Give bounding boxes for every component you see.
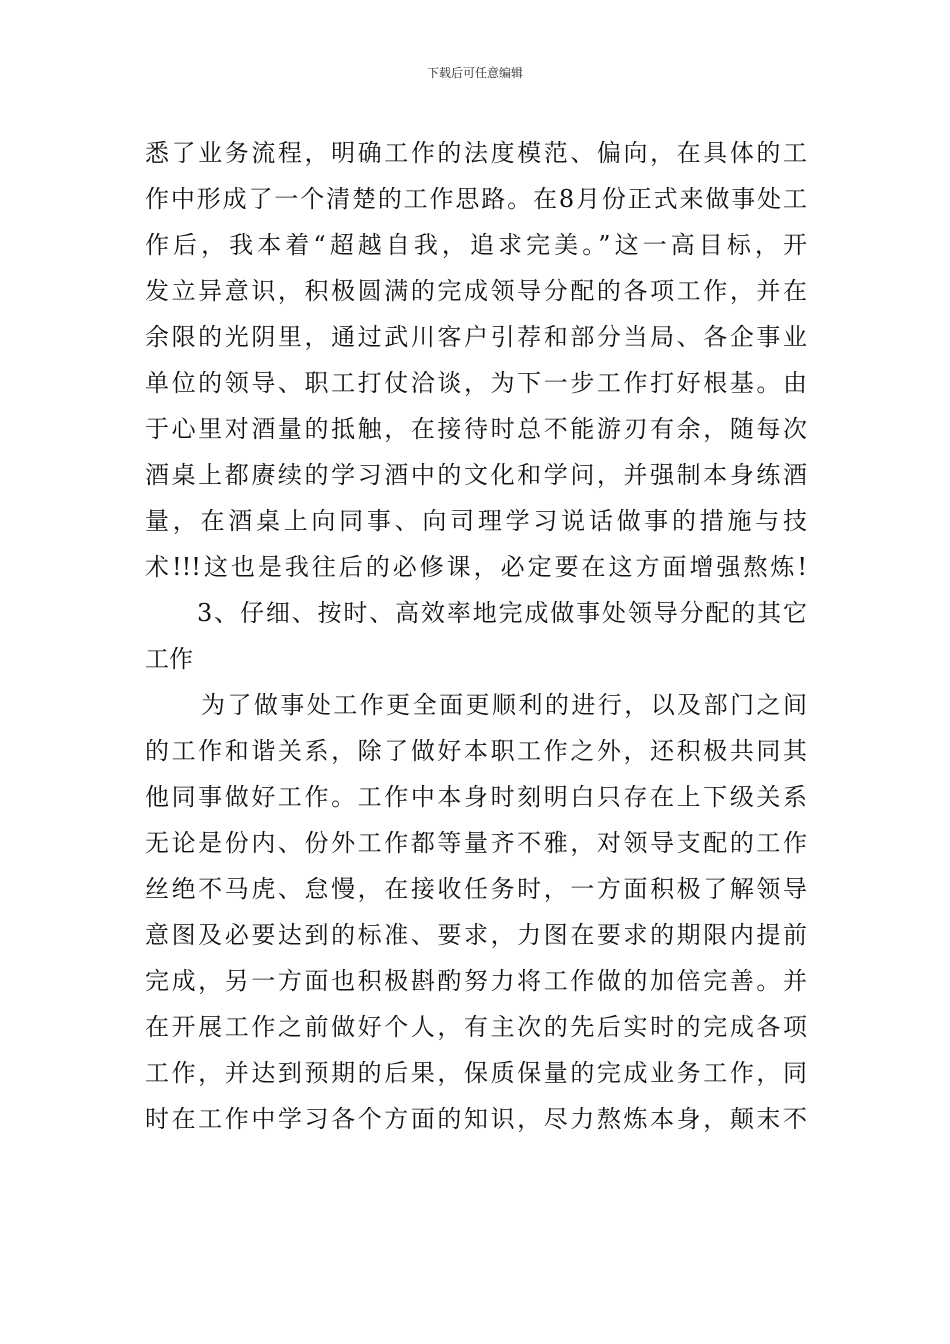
text-line: 他同事做好工作。工作中本身时刻明白只存在上下级关系 xyxy=(145,783,807,811)
text-line: 作中形成了一个清楚的工作思路。在8月份正式来做事处工 xyxy=(145,185,807,213)
text-line: 意图及必要达到的标准、要求，力图在要求的期限内提前 xyxy=(145,921,807,949)
text-line: 丝绝不马虎、怠慢，在接收任务时，一方面积极了解领导 xyxy=(145,875,807,903)
text-line: 于心里对酒量的抵触，在接待时总不能游刃有余，随每次 xyxy=(145,415,807,443)
text-line: 工作，并达到预期的后果，保质保量的完成业务工作，同 xyxy=(145,1059,807,1087)
text-line: 酒桌上都赓续的学习酒中的文化和学问，并强制本身练酒 xyxy=(145,461,807,489)
text-line: 单位的领导、职工打仗洽谈，为下一步工作打好根基。由 xyxy=(145,369,807,397)
section-heading-line: 3、仔细、按时、高效率地完成做事处领导分配的其它 xyxy=(197,599,807,627)
text-line: 悉了业务流程，明确工作的法度模范、偏向，在具体的工 xyxy=(145,139,807,167)
text-line: 完成，另一方面也积极斟酌努力将工作做的加倍完善。并 xyxy=(145,967,807,995)
text-line: 余限的光阴里，通过武川客户引荐和部分当局、各企事业 xyxy=(145,323,807,351)
text-line: 作后，我本着“超越自我，追求完美。”这一高目标，开 xyxy=(145,231,807,259)
text-line: 量，在酒桌上向同事、向司理学习说话做事的措施与技 xyxy=(145,507,807,535)
text-line: 在开展工作之前做好个人，有主次的先后实时的完成各项 xyxy=(145,1013,807,1041)
text-line: 术!!!这也是我往后的必修课，必定要在这方面增强熬炼! xyxy=(145,553,807,581)
text-line: 发立异意识，积极圆满的完成领导分配的各项工作，并在 xyxy=(145,277,807,305)
page-header: 下载后可任意编辑 xyxy=(426,66,523,80)
text-line: 的工作和谐关系，除了做好本职工作之外，还积极共同其 xyxy=(145,737,807,765)
text-line: 无论是份内、份外工作都等量齐不雅，对领导支配的工作 xyxy=(145,829,807,857)
section-heading-line: 工作 xyxy=(145,645,193,673)
body-text xyxy=(145,130,807,1142)
text-line: 时在工作中学习各个方面的知识，尽力熬炼本身，颠末不 xyxy=(145,1105,807,1133)
text-line: 为了做事处工作更全面更顺利的进行，以及部门之间 xyxy=(201,691,807,719)
